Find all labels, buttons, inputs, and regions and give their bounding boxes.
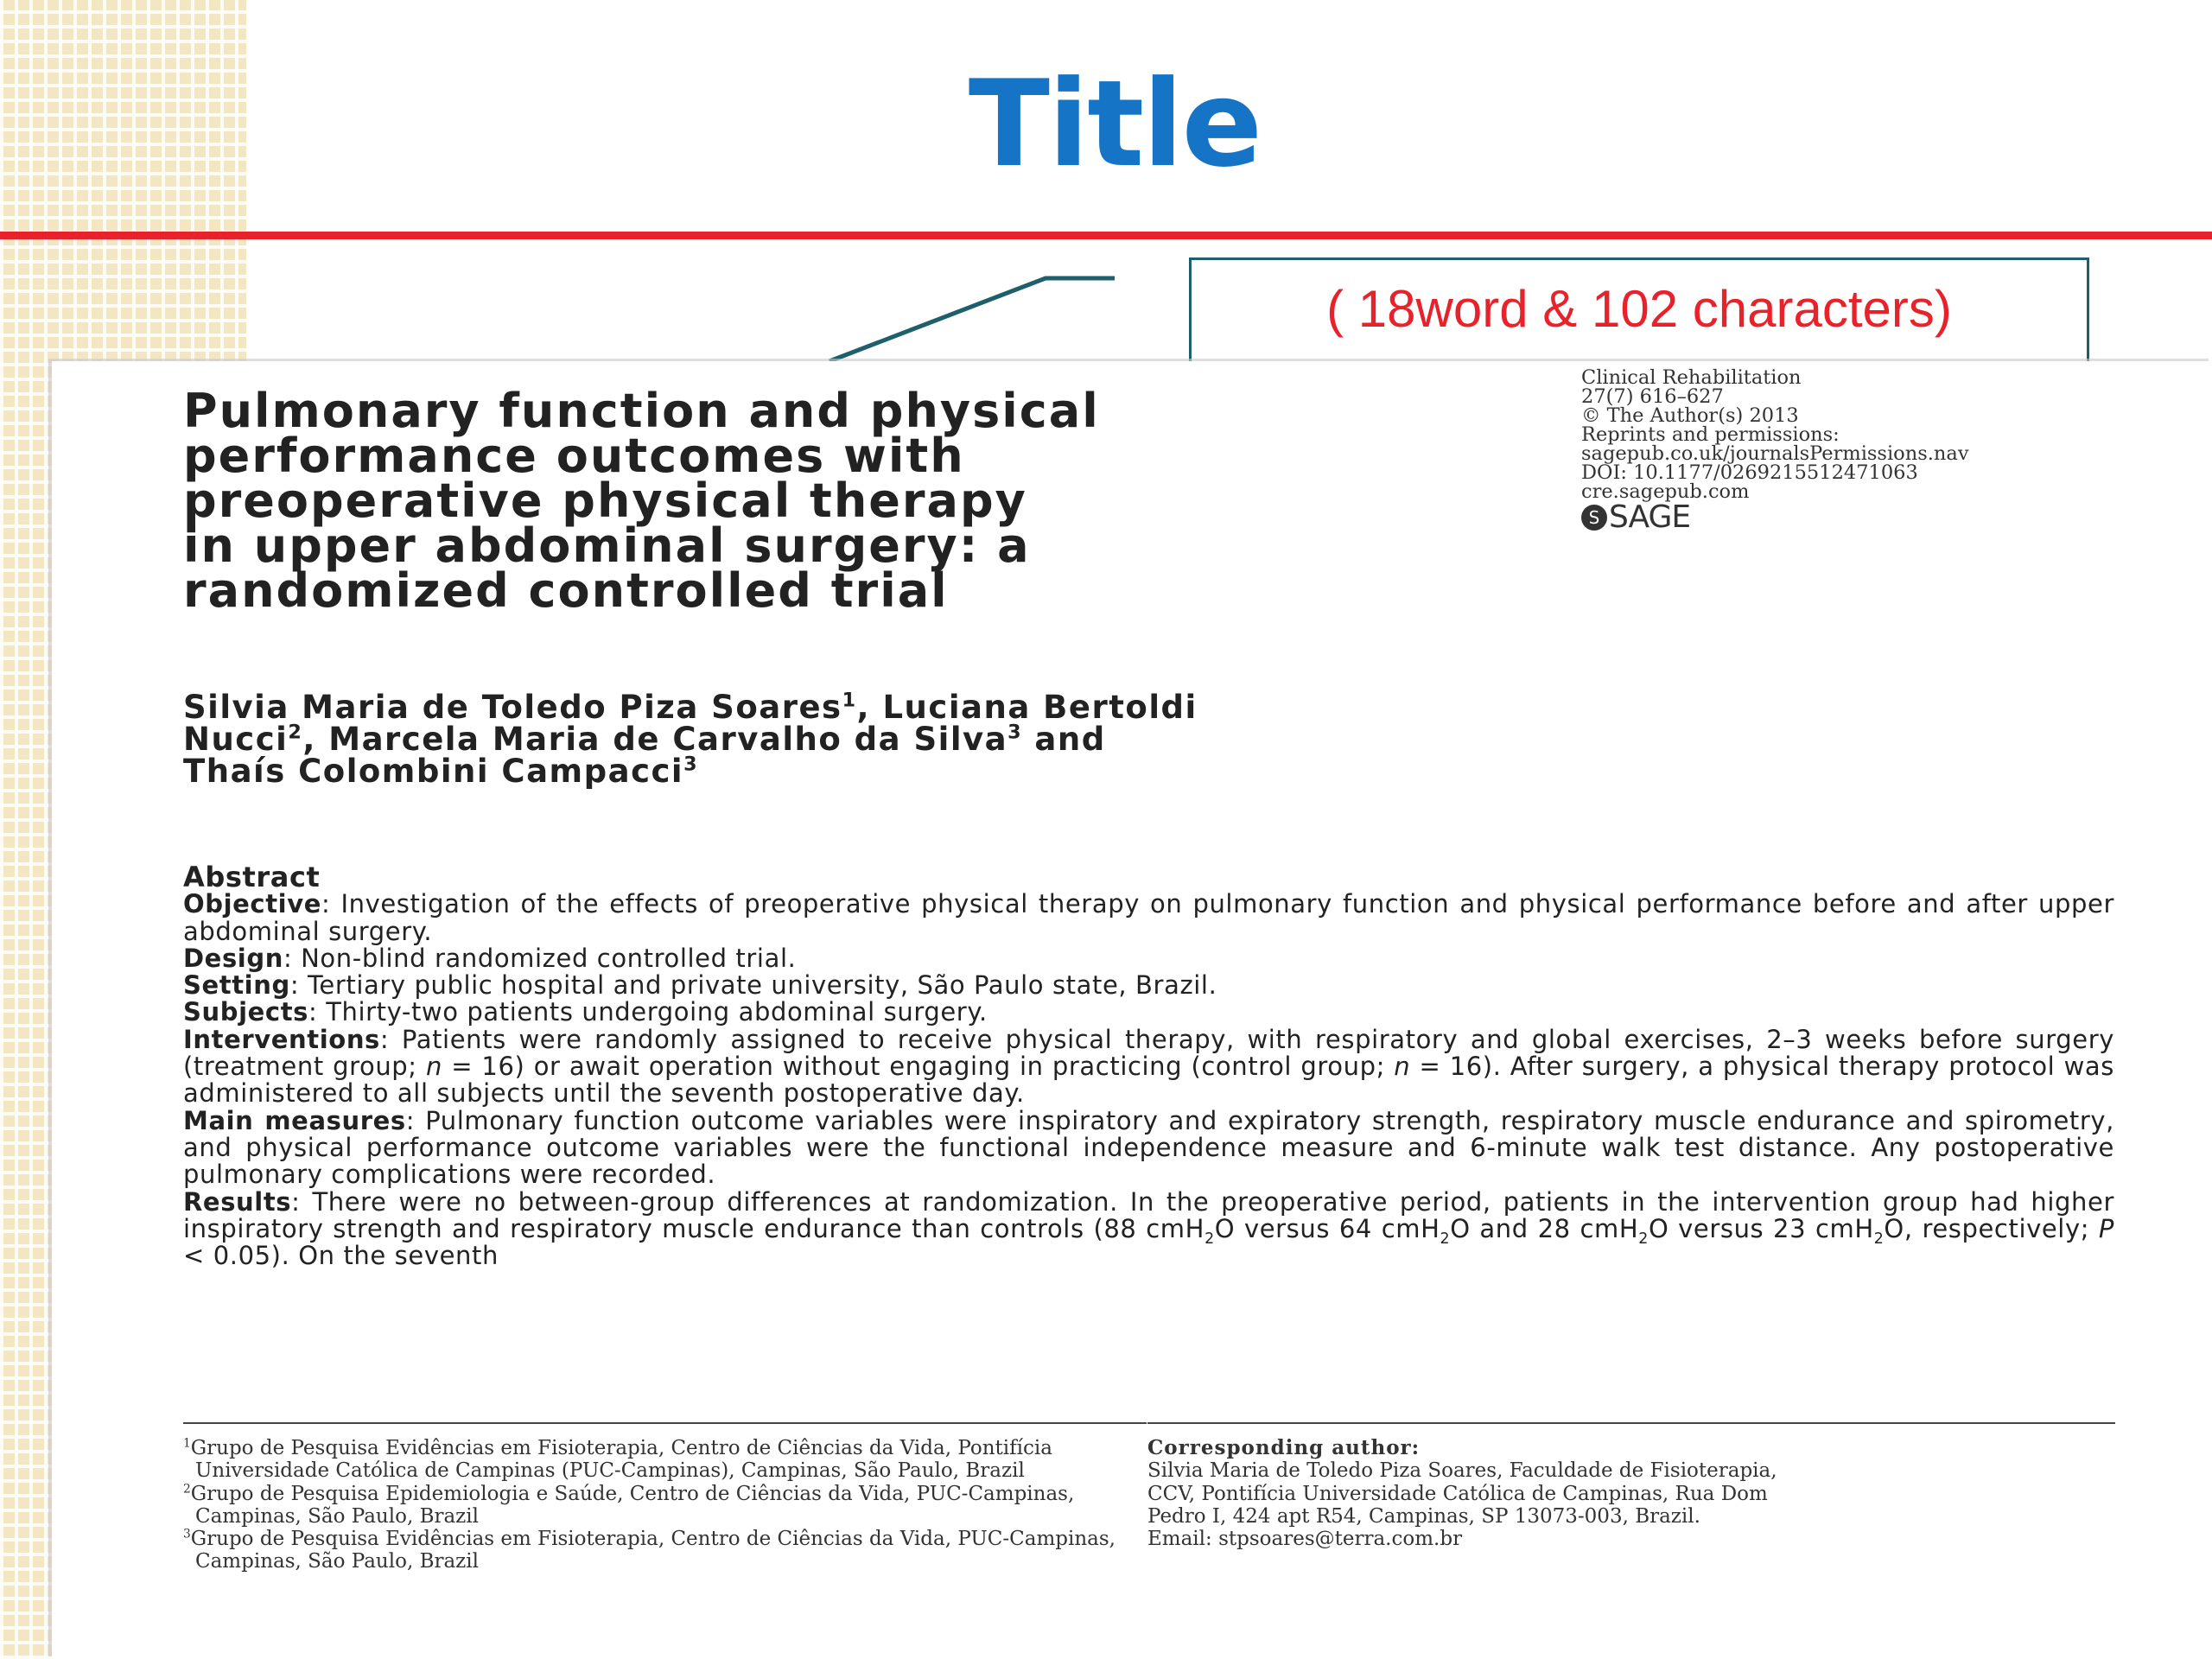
corresponding-author [1147,1437,2124,1550]
author-separator: and [1022,721,1106,758]
paper-title-line: Pulmonary function and physical [183,384,1100,438]
abstract-subjects: Subjects: Thirty-two patients undergoing abdominal surgery. [183,997,988,1027]
paper-title-line: performance outcomes with [183,429,965,483]
journal-site: cre.sagepub.com [1581,480,1750,503]
abstract-objective: Objective: Investigation of the effects of preoperative physical therapy on pulmonary function and physical performance before and after upper abdominal surgery. [183,889,2114,946]
paper-title-line: preoperative physical therapy [183,474,1027,528]
abstract-heading: Abstract [183,861,321,893]
footnote-rule [183,1422,1147,1424]
publisher-name: SAGE [1609,499,1691,535]
author-affiliation-mark: 1 [842,689,857,712]
abstract-setting: Setting: Tertiary public hospital and private university, São Paulo state, Brazil. [183,970,1217,1001]
author-affiliation-mark: 2 [288,721,303,744]
abstract-main-measures: Main measures: Pulmonary function outcome variables were inspiratory and expiratory strength, respiratory muscle endurance and spirometry, and physical performance outcome variables were the functional independence measure and 6-minute walk test distance. Any postoperative pulmonary complications were recorded. [183,1105,2114,1190]
journal-doi: DOI: 10.1177/0269215512471063 [1581,461,1918,484]
author-separator: , Luciana Bertoldi [856,689,1198,726]
slide-title: Title [968,54,1262,194]
corresponding-email: Email: stpsoares@terra.com.br [1147,1528,1463,1551]
paper-title-line: randomized controlled trial [183,563,949,618]
author-affiliation-mark: 3 [683,753,699,776]
callout-text: ( 18word & 102 characters) [1326,280,1952,338]
journal-volume: 27(7) 616–627 [1581,385,1724,408]
affiliation-footnotes [183,1437,1151,1573]
author-separator: , Marcela Maria de Carvalho da Silva [302,721,1008,758]
journal-copyright: © The Author(s) 2013 [1581,404,1799,427]
callout-box [1189,257,2089,365]
author-affiliation-mark: 3 [1007,721,1023,744]
footnote-item: $^3$Grupo de Pesquisa Evidências em Fisioterapia, Centro de Ciências da Vida, PUC-Campinas, Campinas, São Paulo, Brazil [183,1527,1116,1573]
callout-pointer [0,0,1123,372]
author-name: Silvia Maria de Toledo Piza Soares [183,689,842,726]
sage-coin-icon: S [1581,505,1607,531]
author-list [183,689,1652,790]
journal-reprints: Reprints and permissions: [1581,423,1840,446]
paper-title-line: in upper abdominal surgery: a [183,518,1031,573]
corresponding-line: Pedro I, 424 apt R54, Campinas, SP 13073-003, Brazil. [1147,1504,1700,1528]
abstract-results: Results: There were no between-group differences at randomization. In the preoperative period, patients in the intervention group had higher inspiratory strength and respiratory muscle endurance than controls (88 cmH$_2$O versus 64 cmH$_2$O and 28 cmH$_2$O versus 23 cmH$_2$O, respectively; P < 0.05). On the seventh [183,1186,2114,1271]
footnote-item: $^1$Grupo de Pesquisa Evidências em Fisioterapia, Centro de Ciências da Vida, Pontifícia Universidade Católica de Campinas (PUC-Campinas), Campinas, São Paulo, Brazil [183,1436,1052,1483]
journal-info [1581,366,2186,535]
publisher-logo [1581,499,2186,535]
author-name: Thaís Colombini Campacci [183,753,684,790]
abstract [183,861,2115,1271]
corresponding-line: CCV, Pontifícia Universidade Católica de Campinas, Rua Dom [1147,1482,1768,1505]
corresponding-heading: Corresponding author: [1147,1436,1421,1459]
journal-name: Clinical Rehabilitation [1581,366,1802,389]
footnote-item: $^2$Grupo de Pesquisa Epidemiologia e Saúde, Centro de Ciências da Vida, PUC-Campinas, Campinas, São Paulo, Brazil [183,1481,1075,1528]
footnote-rule [1147,1422,2115,1424]
paper-screenshot [52,361,2212,1659]
abstract-interventions: Interventions: Patients were randomly assigned to receive physical therapy, with respiratory and global exercises, 2–3 weeks before surgery (treatment group; n = 16) or await operation without engaging in practicing (control group; n = 16). After surgery, a physical therapy protocol was administered to all subjects until the seventh postoperative day. [183,1024,2115,1109]
journal-reprints-url: sagepub.co.uk/journalsPermissions.nav [1581,442,1969,465]
author-name: Nucci [183,721,289,758]
abstract-design: Design: Non-blind randomized controlled trial. [183,943,797,973]
paper-title [183,384,1566,618]
corresponding-line: Silvia Maria de Toledo Piza Soares, Faculdade de Fisioterapia, [1147,1459,1777,1483]
